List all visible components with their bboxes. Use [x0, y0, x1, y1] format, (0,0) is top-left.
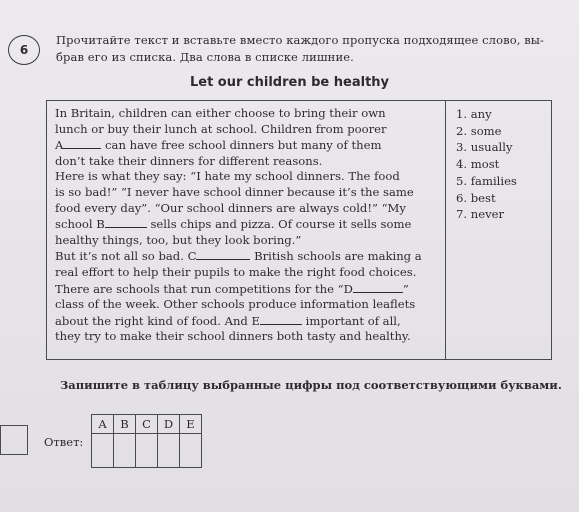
text-line [55, 216, 439, 233]
text-line [55, 201, 439, 217]
gap-blank [353, 281, 403, 293]
reading-text [46, 100, 446, 360]
answer-cell[interactable] [114, 434, 136, 468]
word-option: 1. any [456, 107, 492, 121]
text-fragment: real effort to help their pupils to make the right food choices. [55, 264, 417, 279]
text-fragment: sells chips and pizza. Of course it sells some [146, 217, 412, 232]
text-fragment: don’t take their dinners for different reasons. [55, 153, 323, 168]
text-line [55, 106, 439, 122]
gap-blank [196, 248, 250, 260]
text-fragment: class of the week. Other schools produce information leaflets [55, 297, 416, 312]
answer-cell[interactable] [92, 434, 114, 468]
text-fragment: school B [55, 217, 105, 232]
answer-cell[interactable] [180, 434, 202, 468]
instruction-line: Прочитайте текст и вставьте вместо каждого пропуска подходящее слово, вы- [56, 33, 545, 47]
text-fragment: food every day”. “Our school dinners are always cold!” “My [55, 200, 406, 215]
word-option: 6. best [456, 190, 496, 205]
text-line [55, 329, 439, 345]
answer-label: Ответ: [44, 435, 84, 449]
gap-blank [260, 313, 302, 325]
text-fragment: There are schools that run competitions for the “D [55, 281, 353, 296]
text-line [55, 137, 439, 154]
text-fragment: can have free school dinners but many of them [101, 138, 382, 153]
word-list [446, 100, 552, 360]
text-fragment: A [55, 138, 64, 153]
text-fragment: they try to make their school dinners both tasty and healthy. [55, 329, 411, 344]
text-fragment: Here is what they say: “I hate my school dinners. The food [55, 169, 400, 184]
text-fragment: British schools are making a [250, 249, 422, 264]
text-title: Let our children be healthy [189, 75, 390, 90]
gap-blank [105, 216, 147, 228]
answer-cell[interactable] [158, 434, 180, 468]
text-line [55, 248, 439, 265]
text-fragment: In Britain, children can either choose to bring their own [55, 106, 386, 120]
text-fragment: is so bad!” “I never have school dinner because it’s the same [55, 184, 414, 199]
answer-letter: A [92, 415, 114, 434]
text-line [55, 233, 439, 249]
text-line [55, 281, 439, 298]
task-instruction [56, 32, 566, 66]
answer-letter: B [114, 415, 136, 434]
answer-letter: E [180, 415, 202, 434]
gap-blank [63, 137, 101, 149]
text-line [55, 297, 439, 313]
answer-letter: C [136, 415, 158, 434]
answer-letter: D [158, 415, 180, 434]
score-box[interactable] [0, 425, 28, 455]
word-option: 5. families [456, 173, 517, 188]
task-number: 6 [8, 35, 40, 65]
text-fragment: But it’s not all so bad. C [55, 249, 197, 264]
text-fragment: about the right kind of food. And E [55, 313, 260, 328]
text-line [55, 154, 439, 170]
text-line [55, 169, 439, 185]
text-fragment: ” [402, 281, 409, 296]
word-option: 3. usually [456, 140, 513, 155]
text-fragment: important of all, [302, 313, 401, 328]
answer-table [91, 414, 202, 468]
word-option: 2. some [456, 123, 502, 138]
text-line [55, 122, 439, 138]
word-option: 7. never [456, 207, 505, 222]
word-option: 4. most [456, 157, 500, 172]
answer-cell[interactable] [136, 434, 158, 468]
text-fragment: healthy things, too, but they look boring.” [55, 232, 302, 247]
text-line [55, 313, 439, 330]
text-line [55, 265, 439, 281]
text-fragment: lunch or buy their lunch at school. Children from poorer [55, 121, 387, 136]
instruction-line: брав его из списка. Два слова в списке лишние. [56, 50, 354, 64]
write-instruction: Запишите в таблицу выбранные цифры под соответствующими буквами. [60, 378, 562, 392]
text-line [55, 185, 439, 201]
